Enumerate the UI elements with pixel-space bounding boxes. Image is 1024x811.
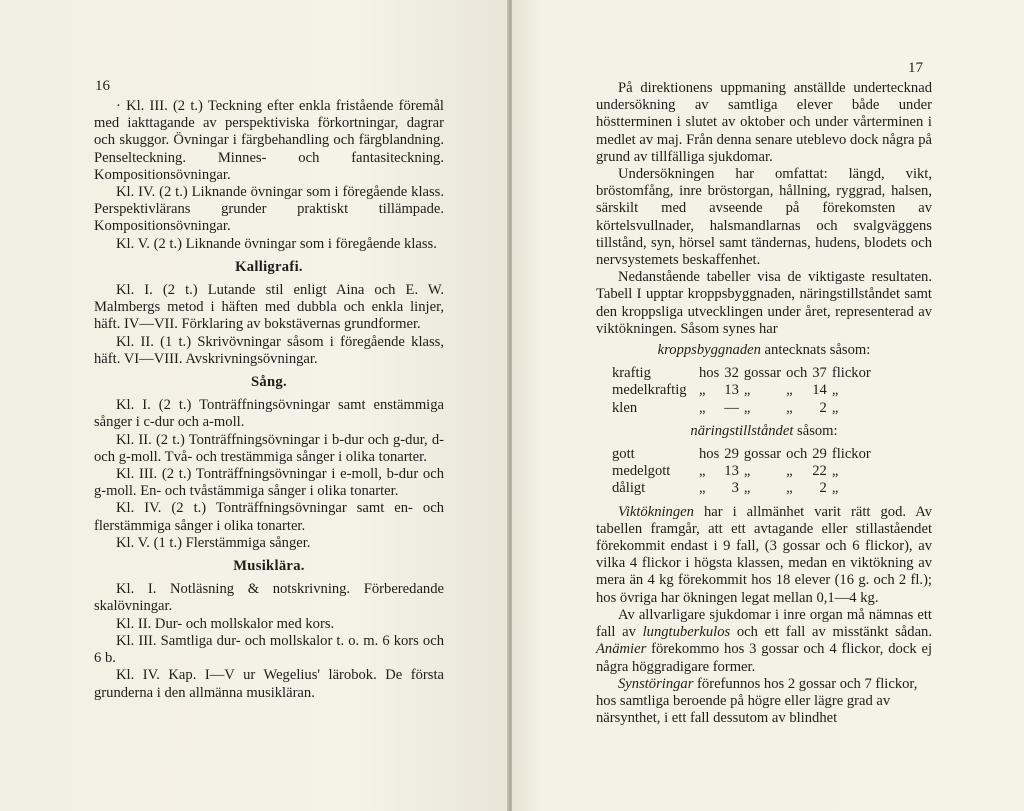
table-cell: „ bbox=[699, 463, 706, 480]
paragraph-direktion: På direktionens uppmaning anställde undertecknad undersökning av samtliga elever både under höstterminen i slutet av oktober och under vårterminen i medlet av maj. Från denna senare uteblevo dock några på grund av tillfälliga sjukdomar. bbox=[596, 80, 932, 165]
table-cell: medelgott bbox=[612, 463, 671, 480]
paragraph: Kl. IV. (2 t.) Tonträffningsövningar samt en- och flerstämmiga sånger i olika tonarter. bbox=[94, 500, 444, 534]
kroppsbyggnad-heading-rest: antecknats såsom: bbox=[760, 342, 871, 359]
paragraph: Kl. V. (1 t.) Flerstämmiga sånger. bbox=[116, 534, 311, 551]
naringstillstand-heading-term: näringstillståndet bbox=[690, 422, 794, 439]
paragraph: Kl. V. (2 t.) Liknande övningar som i föregående klass. bbox=[116, 235, 437, 252]
paragraph-undersokning: Undersökningen har omfattat: längd, vikt, bröstomfång, inre bröstorgan, hållning, ryggrad, halsen, särskilt med avseende på förekomsten av körtelsvullnader, halsmandlarnas och svalgväggens tillstånd, syn, hörsel samt tändernas, hudens, blodets och nervsystemets beskaffenhet. bbox=[596, 166, 932, 269]
table-cell: „ bbox=[699, 382, 706, 399]
kroppsbyggnad-table bbox=[612, 365, 876, 417]
synstoringar-term: Synstöringar bbox=[618, 675, 694, 692]
table-cell: „ bbox=[831, 463, 839, 480]
table-cell: 22 bbox=[812, 463, 827, 480]
table-cell: „ bbox=[786, 399, 793, 416]
table-cell: hos bbox=[699, 446, 720, 463]
paragraph: Kl. II. Dur- och mollskalor med kors. bbox=[116, 615, 335, 632]
table-cell: klen bbox=[612, 399, 638, 416]
viktokning-text: har i allmänhet varit rätt god. Av tabellen framgår, att ett avtagande eller stillaståendet förekommit endast i 9 fall, (3 gossar och 6 flickor), av vilka 4 flickor i högsta klassen, medan en viktökning av mera än 4 kg förekommit hos 18 elever (16 g. och 2 fl.); hos övriga har ökningen legat mellan 0,1—4 kg. bbox=[596, 503, 932, 606]
table-cell: 32 bbox=[724, 365, 739, 382]
naringstillstand-heading bbox=[596, 423, 932, 440]
table-cell: „ bbox=[786, 480, 793, 497]
table-cell: 29 bbox=[724, 446, 739, 463]
anamier-term: Anämier bbox=[596, 641, 647, 658]
table-cell: kraftig bbox=[612, 365, 651, 382]
left-page-text bbox=[94, 98, 444, 702]
synstoringar-text: förefunnos hos 2 gossar och 7 flickor, hos samtliga beroende på högre eller lägre grad av närsynthet, i ett fall dessutom av blindhet bbox=[596, 675, 918, 727]
table-cell: dåligt bbox=[612, 480, 646, 497]
table-cell: „ bbox=[743, 399, 751, 416]
table-cell: „ bbox=[743, 480, 751, 497]
table-row bbox=[612, 400, 876, 417]
sjukdomar-text-c: förekommo hos 3 gossar och 4 flickor, dock ej några höggradigare former. bbox=[596, 641, 932, 675]
page-number-left: 16 bbox=[95, 78, 110, 94]
table-row bbox=[612, 463, 876, 480]
sjukdomar-text-a: Av allvarligare sjukdomar i inre organ må nämnas ett fall av bbox=[596, 606, 932, 641]
table-row bbox=[612, 446, 876, 463]
table-cell: „ bbox=[743, 382, 751, 399]
table-cell: 29 bbox=[812, 446, 827, 463]
naringstillstand-table bbox=[612, 446, 876, 498]
table-cell: gossar bbox=[743, 365, 782, 382]
table-cell: medelkraftig bbox=[612, 382, 687, 399]
paragraph: Kl. I. Notläsning & notskrivning. Förberedande skalövningar. bbox=[94, 581, 444, 615]
kroppsbyggnad-heading bbox=[596, 342, 932, 359]
paragraph-tabeller: Nedanstående tabeller visa de viktigaste resultaten. Tabell I upptar kroppsbyggnaden, näringstillståndet samt den kroppsliga utvecklingen under året, representerad av viktökningen. Såsom synes har bbox=[596, 269, 932, 337]
section-heading: Sång. bbox=[251, 374, 287, 391]
paragraph: Kl. IV. Kap. I—V ur Wegelius' lärobok. De första grunderna i den allmänna musikläran. bbox=[94, 667, 444, 701]
table-cell: gott bbox=[612, 446, 635, 463]
naringstillstand-heading-rest: såsom: bbox=[793, 422, 838, 439]
lungtuberkulos-term: lungtuberkulos bbox=[642, 624, 731, 641]
table-cell: „ bbox=[831, 382, 839, 399]
paragraph-viktokning bbox=[596, 504, 932, 607]
paragraph: Kl. I. (2 t.) Tonträffningsövningar samt enstämmiga sånger i c-dur och a-moll. bbox=[94, 397, 444, 431]
table-cell: 37 bbox=[812, 365, 827, 382]
paragraph: Kl. I. (2 t.) Lutande stil enligt Aina och E. W. Malmbergs metod i häften med dubbla och enkla linjer, häft. IV—VII. Förklaring av bokstävernas grundformer. bbox=[94, 282, 444, 333]
table-cell: 2 bbox=[819, 399, 827, 416]
paragraph-sjukdomar bbox=[596, 607, 932, 676]
table-cell: „ bbox=[786, 382, 793, 399]
table-cell: „ bbox=[831, 399, 839, 416]
table-cell: „ bbox=[699, 399, 706, 416]
table-cell: flickor bbox=[831, 365, 871, 382]
kroppsbyggnad-heading-term: kroppsbyggnaden bbox=[657, 342, 761, 359]
table-cell: „ bbox=[743, 463, 751, 480]
table-cell: „ bbox=[831, 480, 839, 497]
table-cell: „ bbox=[786, 463, 793, 480]
sjukdomar-text-b: och ett fall av misstänkt sådan. bbox=[730, 624, 932, 641]
paragraph: Kl. III. (2 t.) Tonträffningsövningar i e-moll, b-dur och g-moll. En- och tvåstämmiga sånger i olika tonarter. bbox=[94, 466, 444, 500]
right-page bbox=[512, 0, 1024, 811]
paragraph: Kl. II. (2 t.) Tonträffningsövningar i b-dur och g-dur, d- och g-moll. Två- och trestämmiga sånger i olika tonarter. bbox=[94, 431, 444, 465]
table-cell: och bbox=[786, 365, 808, 382]
table-row bbox=[612, 365, 876, 382]
paragraph: Kl. IV. (2 t.) Liknande övningar som i föregående klass. Perspektivlärans grunder praktiskt tillämpade. Kompositionsövningar. bbox=[94, 184, 444, 235]
viktokning-term: Viktökningen bbox=[618, 503, 694, 520]
table-cell: och bbox=[786, 446, 808, 463]
table-cell: 2 bbox=[819, 480, 827, 497]
table-row bbox=[612, 382, 876, 399]
section-heading: Musiklära. bbox=[233, 558, 305, 575]
paragraph: Kl. III. Samtliga dur- och mollskalor t. o. m. 6 kors och 6 b. bbox=[94, 632, 444, 667]
table-cell: hos bbox=[699, 365, 720, 382]
table-row bbox=[612, 480, 876, 497]
table-cell: flickor bbox=[831, 446, 871, 463]
paragraph: · Kl. III. (2 t.) Teckning efter enkla fristående föremål med iakttagande av perspektiviska förkortningar, dagrar och skuggor. Övningar i färgbehandling och färgblandning. Penselteckning. Minnes- och fantasiteckning. Kompositionsövningar. bbox=[94, 98, 444, 183]
paragraph: Kl. II. (1 t.) Skrivövningar såsom i föregående klass, häft. VI—VIII. Avskrivningsövningar. bbox=[94, 333, 444, 367]
page-number-right: 17 bbox=[908, 60, 923, 76]
section-heading: Kalligrafi. bbox=[235, 258, 303, 275]
left-page bbox=[0, 0, 508, 811]
table-cell: 13 bbox=[724, 382, 739, 399]
table-cell: 14 bbox=[812, 382, 827, 399]
table-cell: 13 bbox=[724, 463, 739, 480]
table-cell: — bbox=[724, 399, 739, 416]
right-page-text bbox=[596, 80, 932, 727]
table-cell: 3 bbox=[731, 480, 739, 497]
table-cell: gossar bbox=[743, 446, 782, 463]
paragraph-synstoringar bbox=[596, 676, 932, 728]
table-cell: „ bbox=[699, 480, 706, 497]
